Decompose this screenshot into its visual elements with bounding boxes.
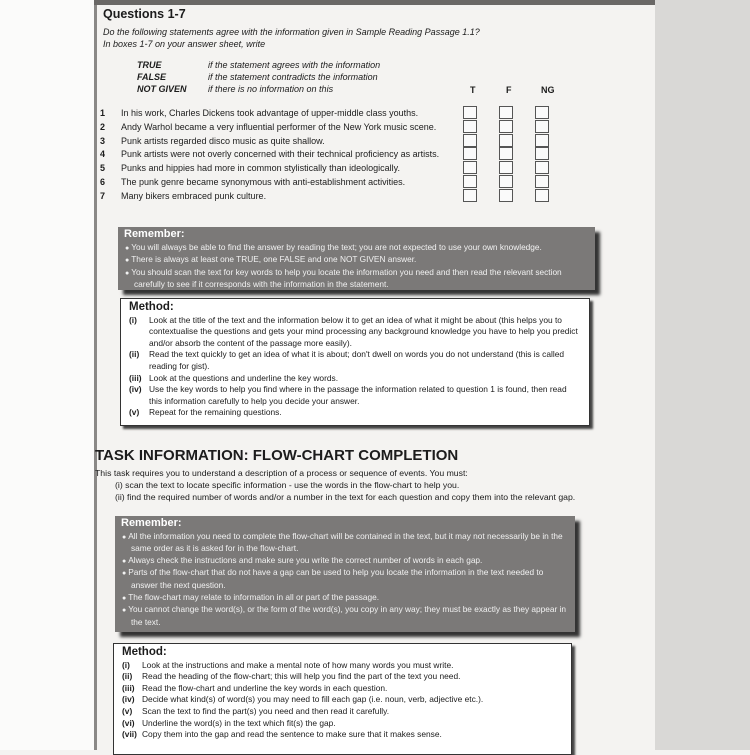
- answer-box-t[interactable]: [463, 189, 477, 202]
- step-text: Copy them into the gap and read the sentence to make sure that it makes sense.: [142, 729, 442, 740]
- method-step: [122, 718, 563, 730]
- answer-box-t[interactable]: [463, 106, 477, 119]
- step-number: (iii): [129, 372, 142, 383]
- task-heading: TASK INFORMATION: FLOW-CHART COMPLETION: [95, 447, 459, 464]
- question-text: Punk artists were not overly concerned with their technical proficiency as artists.: [121, 149, 440, 160]
- remember-bullet: ● Always check the instructions and make sure you write the correct number of words in each gap.: [121, 555, 569, 568]
- question-number: 4: [100, 149, 106, 160]
- step-text: Look at the instructions and make a mental note of how many words you must write.: [142, 659, 454, 670]
- remember-bullet: ● There is always at least one TRUE, one FALSE and one NOT GIVEN answer.: [124, 254, 589, 267]
- method-step: [129, 384, 581, 407]
- step-number: (ii): [122, 671, 133, 682]
- questions-title: Questions 1-7: [103, 7, 186, 21]
- step-text: Read the flow-chart and underline the key words in each question.: [142, 682, 388, 693]
- answer-box-f[interactable]: [499, 134, 513, 147]
- step-text: Use the key words to help you find where in the passage the information related to question 1 is found, then read this information carefully to help you decide your answer.: [149, 384, 567, 406]
- key-label: FALSE: [137, 72, 167, 82]
- remember-bullet: ● All the information you need to complete the flow-chart will be contained in the text, but it may not necessarily be in the same order as it is asked for in the flow-chart.: [121, 531, 569, 555]
- question-text: Punk artists regarded disco music as quite shallow.: [121, 135, 325, 146]
- remember-bullet: ● You cannot change the word(s), or the form of the word(s), you copy in any way; they must be exactly as they appear in the text.: [121, 604, 569, 628]
- answer-box-f[interactable]: [499, 147, 513, 160]
- method-step: [122, 683, 563, 695]
- question-text: Many bikers embraced punk culture.: [121, 190, 267, 201]
- answer-box-f[interactable]: [499, 175, 513, 188]
- remember-bullet: ● You will always be able to find the answer by reading the text; you are not expected to use your own knowledge.: [124, 242, 589, 255]
- instruction-1: Do the following statements agree with the information given in Sample Reading Passage 1.1?: [103, 27, 480, 37]
- step-number: (i): [122, 659, 130, 670]
- answer-box-t[interactable]: [463, 120, 477, 133]
- method-box-2: [113, 643, 572, 755]
- method-step: [122, 706, 563, 718]
- question-text: In his work, Charles Dickens took advantage of upper-middle class youths.: [121, 108, 419, 118]
- task-intro: This task requires you to understand a description of a process or sequence of events. You must:: [95, 468, 468, 478]
- question-text: Andy Warhol became a very influential performer of the New York music scene.: [121, 121, 437, 132]
- question-number: 7: [100, 190, 106, 201]
- step-number: (iii): [122, 682, 135, 693]
- step-number: (iv): [122, 694, 135, 705]
- answer-box-t[interactable]: [463, 147, 477, 160]
- task-point-1: (i) scan the text to locate specific information - use the words in the flow-chart to help you.: [115, 480, 460, 490]
- step-number: (ii): [129, 349, 140, 360]
- answer-box-ng[interactable]: [535, 175, 549, 188]
- answer-box-t[interactable]: [463, 161, 477, 174]
- answer-box-ng[interactable]: [535, 106, 549, 119]
- method-step: [122, 694, 563, 706]
- step-text: Decide what kind(s) of word(s) you may need to fill each gap (i.e. noun, verb, adjective etc.).: [142, 694, 484, 705]
- remember-bullet: ● You should scan the text for key words to help you locate the information you need and then read the relevant section carefully to see if it corresponds with the information in the statement.: [124, 267, 589, 291]
- step-text: Scan the text to find the part(s) you need and then read it carefully.: [142, 705, 390, 716]
- page-edge: [94, 0, 97, 750]
- step-text: Look at the title of the text and the information below it to get an idea of what it might be about (this helps you to contextualise the questions and gets your mind processing any background knowledge you have to help you predict and/or absorb the content of the passage more easily).: [149, 314, 578, 348]
- method-title: Method:: [122, 646, 167, 658]
- question-number: 3: [100, 135, 106, 146]
- method-step: [129, 349, 581, 372]
- step-number: (v): [129, 407, 140, 418]
- method-title: Method:: [129, 301, 174, 313]
- page-right-margin: [655, 0, 750, 750]
- key-label: TRUE: [137, 60, 162, 70]
- answer-box-f[interactable]: [499, 189, 513, 202]
- question-number: 6: [100, 177, 106, 187]
- key-description: if there is no information on this: [208, 84, 334, 94]
- answer-box-t[interactable]: [463, 175, 477, 188]
- column-header-t: T: [470, 85, 476, 95]
- answer-box-ng[interactable]: [535, 189, 549, 202]
- column-header-f: F: [506, 85, 512, 95]
- answer-box-t[interactable]: [463, 134, 477, 147]
- step-text: Underline the word(s) in the text which fit(s) the gap.: [142, 717, 336, 728]
- step-text: Look at the questions and underline the key words.: [149, 372, 339, 383]
- remember-box-1: [118, 227, 595, 290]
- answer-box-ng[interactable]: [535, 120, 549, 133]
- remember-title: Remember:: [124, 228, 185, 240]
- column-header-ng: NG: [541, 85, 555, 95]
- method-step: [129, 315, 581, 350]
- method-step: [122, 660, 563, 672]
- step-number: (i): [129, 314, 137, 325]
- step-text: Read the heading of the flow-chart; this will help you find the part of the text you need.: [142, 671, 461, 682]
- question-number: 2: [100, 121, 106, 132]
- question-number: 1: [100, 108, 106, 118]
- step-text: Read the text quickly to get an idea of what it is about; don't dwell on words you do not understand (this is called reading for gist).: [149, 349, 565, 371]
- method-step: [122, 671, 563, 683]
- remember-bullet: ● The flow-chart may relate to information in all or part of the passage.: [121, 592, 569, 605]
- answer-box-f[interactable]: [499, 161, 513, 174]
- answer-box-ng[interactable]: [535, 147, 549, 160]
- question-number: 5: [100, 163, 106, 174]
- task-point-2: (ii) find the required number of words and/or a number in the text for each question and copy them into the relevant gap.: [115, 492, 576, 502]
- method-step: [129, 407, 581, 419]
- page-left-margin: [0, 0, 94, 750]
- answer-box-ng[interactable]: [535, 161, 549, 174]
- step-number: (vii): [122, 729, 137, 740]
- question-text: The punk genre became synonymous with anti-establishment activities.: [121, 177, 406, 187]
- question-text: Punks and hippies had more in common stylistically than ideologically.: [121, 163, 400, 174]
- remember-box-2: [115, 516, 575, 632]
- answer-box-f[interactable]: [499, 120, 513, 133]
- answer-box-ng[interactable]: [535, 134, 549, 147]
- instruction-2: In boxes 1-7 on your answer sheet, write: [103, 39, 266, 49]
- step-number: (vi): [122, 717, 135, 728]
- step-text: Repeat for the remaining questions.: [149, 407, 282, 418]
- answer-box-f[interactable]: [499, 106, 513, 119]
- remember-title: Remember:: [121, 517, 182, 529]
- key-label: NOT GIVEN: [137, 84, 187, 94]
- key-description: if the statement agrees with the information: [208, 60, 381, 70]
- step-number: (v): [122, 705, 133, 716]
- remember-bullet: ● Parts of the flow-chart that do not have a gap can be used to help you locate the information in the text needed to answer the next question.: [121, 567, 569, 591]
- method-step: [129, 373, 581, 385]
- method-box-1: [120, 298, 590, 426]
- page-top-edge: [94, 0, 655, 5]
- method-step: [122, 729, 563, 741]
- key-description: if the statement contradicts the information: [208, 72, 378, 82]
- step-number: (iv): [129, 384, 142, 395]
